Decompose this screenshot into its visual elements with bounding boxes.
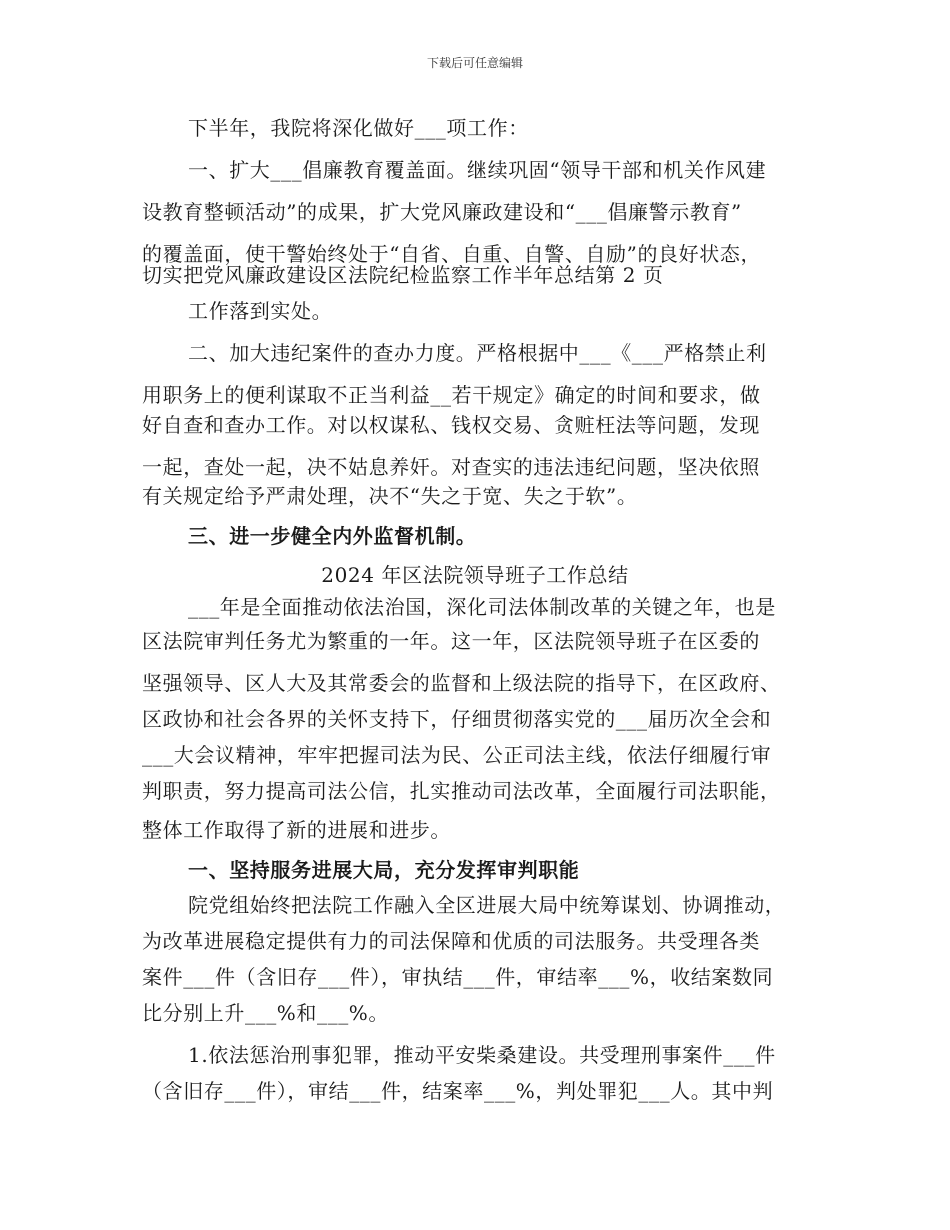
paragraph-line: ___年是全面推动依法治国，深化司法体制改革的关键之年，也是 — [188, 595, 776, 619]
paragraph-line: 1.依法惩治刑事犯罪，推动平安柴桑建设。共受理刑事案件___件 — [188, 1043, 776, 1067]
paragraph-line: 院党组始终把法院工作融入全区进展大局中统筹谋划、协调推动， — [188, 893, 786, 917]
paragraph-line: （含旧存___件），审结___件，结案率___%，判处罪犯___人。其中判 — [142, 1079, 774, 1103]
paragraph-line: 案件___件（含旧存___件），审执结___件，审结率___%，收结案数同 — [142, 965, 774, 989]
page-header: 下载后可任意编辑 — [426, 56, 523, 70]
paragraph-line: 下半年，我院将深化做好___项工作： — [188, 116, 529, 140]
paragraph-line: 工作落到实处。 — [188, 299, 333, 323]
paragraph-line: 为改革进展稳定提供有力的司法保障和优质的司法服务。共受理各类 — [142, 929, 760, 953]
paragraph-line: 一、扩大___倡廉教育覆盖面。继续巩固“领导干部和机关作风建 — [188, 158, 767, 182]
section-heading: 三、进一步健全内外监督机制。 — [188, 524, 477, 548]
document-title: 2024 年区法院领导班子工作总结 — [321, 563, 629, 587]
paragraph-line: 坚强领导、区人大及其常委会的监督和上级法院的指导下，在区政府、 — [142, 671, 781, 695]
paragraph-line: 整体工作取得了新的进展和进步。 — [142, 818, 451, 842]
paragraph-line: 设教育整顿活动”的成果，扩大党风廉政建设和“___倡廉警示教育” — [142, 200, 742, 224]
paragraph-line: 比分别上升___%和___%。 — [142, 1001, 390, 1025]
paragraph-line: 区政协和社会各界的关怀支持下，仔细贯彻落实党的___届历次全会和 — [142, 707, 772, 731]
paragraph-line: 好自查和查办工作。对以权谋私、钱权交易、贪赃枉法等问题，发现 — [142, 413, 760, 437]
paragraph-line: 区法院审判任务尤为繁重的一年。这一年，区法院领导班子在区委的 — [142, 629, 760, 653]
paragraph-line: 二、加大违纪案件的查办力度。严格根据中___《___严格禁止利 — [188, 341, 767, 365]
paragraph-line: 切实把党风廉政建设区法院纪检监察工作半年总结第 2 页 — [142, 263, 664, 287]
paragraph-line: 的覆盖面，使干警始终处于“自省、自重、自警、自励”的良好状态， — [142, 242, 762, 266]
section-heading: 一、坚持服务进展大局，充分发挥审判职能 — [188, 858, 580, 882]
paragraph-line: 有关规定给予严肃处理，决不“失之于宽、失之于软”。 — [142, 484, 638, 508]
paragraph-line: ___大会议精神，牢牢把握司法为民、公正司法主线，依法仔细履行审 — [142, 743, 772, 767]
paragraph-line: 判职责，努力提高司法公信，扎实推动司法改革，全面履行司法职能， — [142, 779, 781, 803]
paragraph-line: 一起，查处一起，决不姑息养奸。对查实的违法违纪问题，坚决依照 — [142, 455, 760, 479]
paragraph-line: 用职务上的便利谋取不正当利益__若干规定》确定的时间和要求，做 — [142, 383, 761, 407]
